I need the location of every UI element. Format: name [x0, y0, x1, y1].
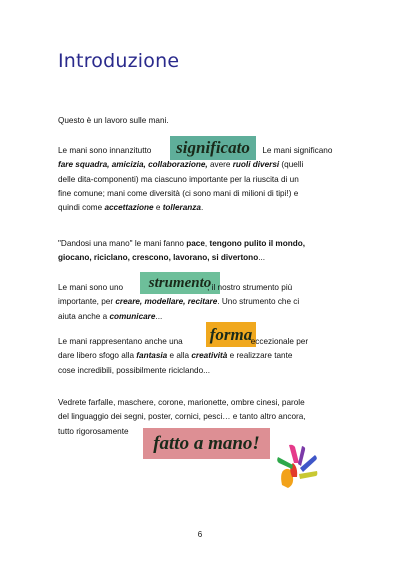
- text-span: e: [153, 203, 163, 213]
- intro-text: Questo è un lavoro sulle mani.: [58, 116, 169, 125]
- text-span: del linguaggio dei segni, poster, cornici, pesci… e tanto altro ancora,: [58, 412, 306, 422]
- text-span: tutto rigorosamente: [58, 426, 129, 436]
- text-span: quindi come: [58, 203, 105, 213]
- text-span: e alla: [167, 351, 192, 361]
- badge-strumento-label: strumento: [148, 274, 212, 291]
- text-span: delle dita-componenti) ma ciascuno importante per la riuscita di un: [58, 174, 299, 184]
- text-span: aiuta anche a: [58, 311, 110, 321]
- badge-fatto-a-mano: [143, 428, 270, 459]
- badge-fatto-a-mano-label: fatto a mano!: [153, 432, 260, 454]
- text-span: fare squadra, amicizia, collaborazione,: [58, 160, 208, 170]
- text-span: , il nostro strumento più: [207, 283, 293, 292]
- text-span: ruoli diversi: [232, 160, 280, 170]
- page-title: Introduzione: [58, 50, 180, 72]
- text-span: tengono pulito il mondo,: [209, 239, 305, 248]
- text-span: tolleranza: [162, 203, 201, 213]
- text-span: .: [200, 203, 204, 213]
- text-span: . Uno strumento che ci: [217, 297, 300, 307]
- text-span: cose incredibili, possibilmente riciclando...: [58, 365, 210, 375]
- text-span: "Dandosi una mano" le mani fanno: [58, 239, 187, 248]
- paragraph-pace: [58, 237, 358, 266]
- text-span: eccezionale per: [250, 337, 309, 346]
- paragraph-intro: [58, 114, 169, 128]
- page-number: 6: [197, 530, 203, 539]
- text-span: ,: [204, 239, 210, 248]
- text-span: Le mani sono innanzitutto: [58, 146, 152, 155]
- text-span: creatività: [191, 351, 228, 361]
- text-span: accettazione: [104, 203, 154, 213]
- text-span: comunicare: [109, 311, 156, 321]
- text-span: Le mani sono uno: [58, 283, 124, 292]
- text-span: fantasia: [136, 351, 168, 361]
- text-span: Vedrete farfalle, maschere, corone, marionette, ombre cinesi, parole: [58, 398, 305, 407]
- text-span: pace: [186, 239, 205, 248]
- paragraph-strumento: [58, 281, 358, 324]
- text-span: Le mani rappresentano anche una: [58, 337, 183, 346]
- text-span: e realizzare tante: [227, 351, 293, 361]
- text-span: avere: [207, 160, 233, 170]
- paragraph-significato: [58, 144, 358, 215]
- text-span: importante, per: [58, 297, 116, 307]
- badge-forma-label: forma: [209, 324, 253, 344]
- text-span: dare libero sfogo alla: [58, 351, 137, 361]
- text-span: ...: [258, 253, 266, 263]
- text-span: ...: [155, 311, 163, 321]
- text-span: (quelli: [279, 160, 304, 170]
- badge-significato-label: significato: [176, 138, 250, 157]
- text-span: fine comune; mani come diversità (ci sono mani di milioni di tipi!) e: [58, 188, 299, 198]
- colorful-hand-icon: [272, 441, 324, 491]
- text-span: creare, modellare, recitare: [115, 297, 218, 307]
- paragraph-forma: [58, 335, 358, 378]
- text-span: Le mani significano: [262, 146, 333, 155]
- text-span: giocano, riciclano, crescono, lavorano, si divertono: [58, 253, 259, 263]
